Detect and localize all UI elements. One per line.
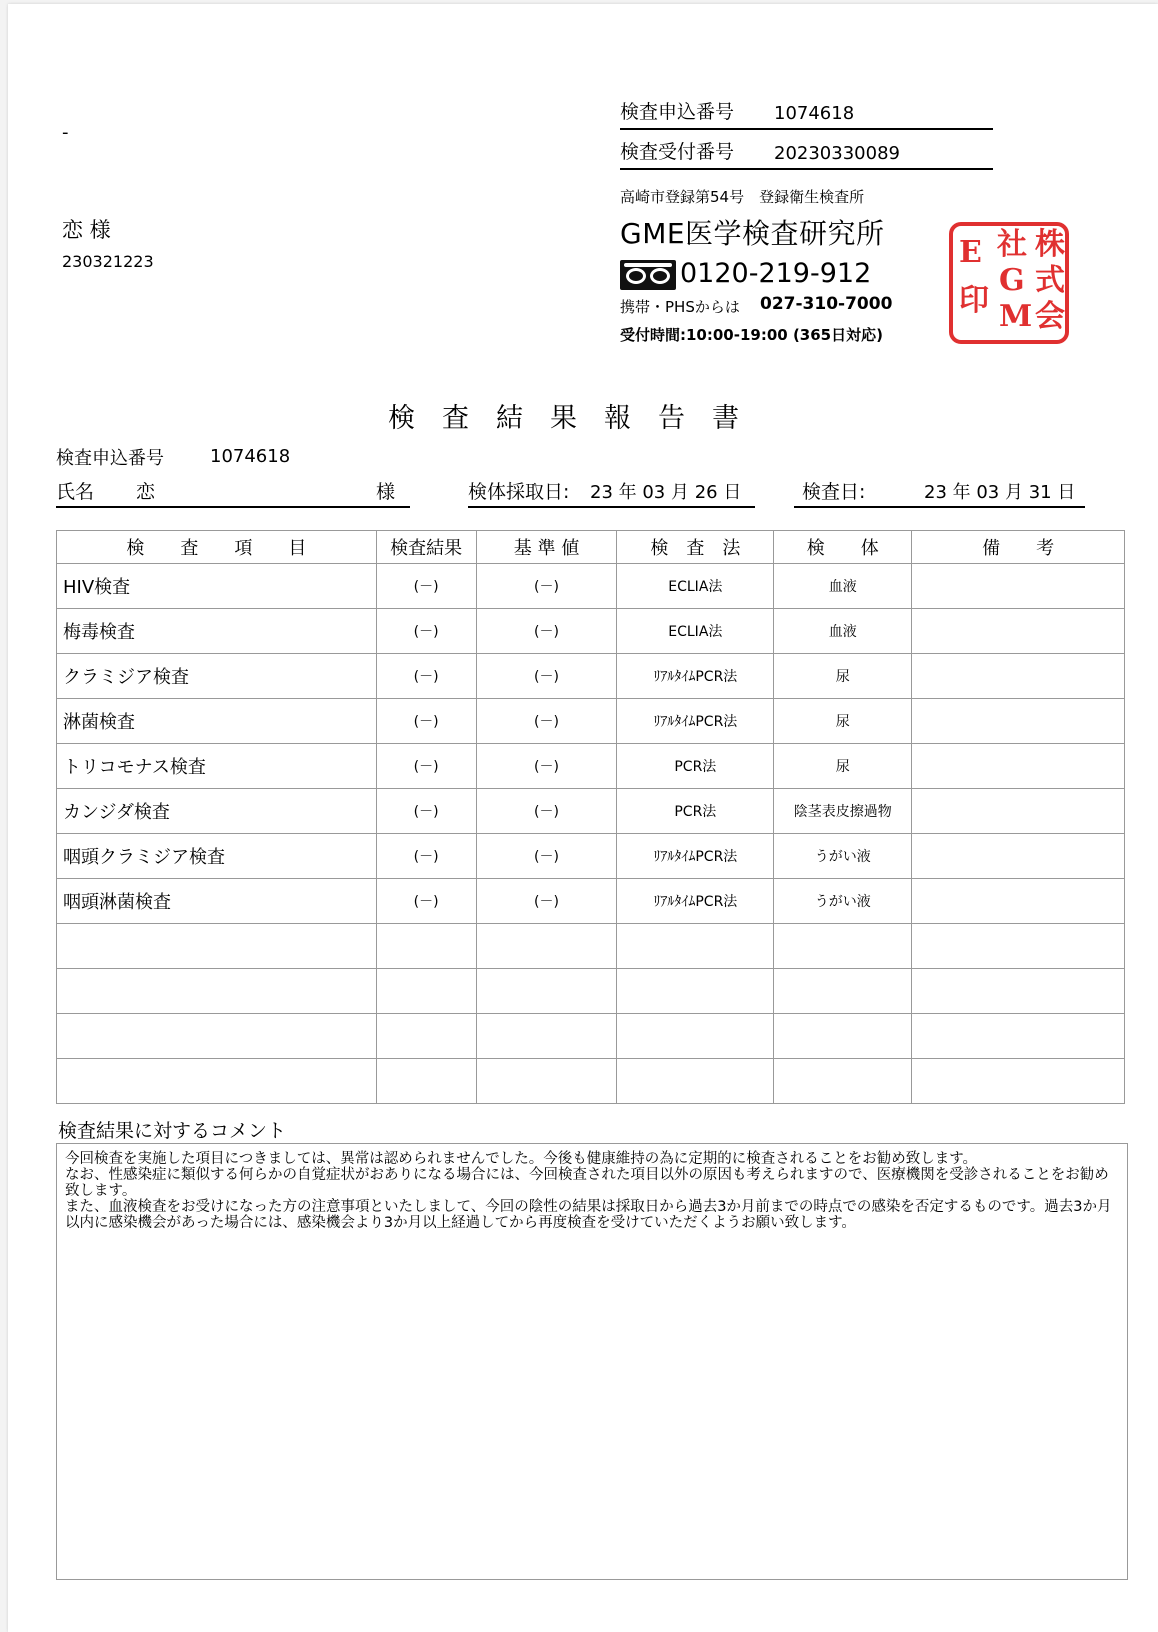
comment-paragraph: また、血液検査をお受けになった方の注意事項といたしまして、今回の陰性の結果は採取日から過去3か月前までの時点での感染を否定するものです。過去3か月以内に感染機会があった場合には、感染機会より3か月以上経過してから再度検査を受けていただくようお願い致します。 xyxy=(65,1199,1112,1231)
results-table xyxy=(56,530,1125,1104)
name-honorific: 様 xyxy=(376,481,396,503)
method-cell xyxy=(617,924,774,969)
item-cell xyxy=(57,1059,377,1104)
specimen-cell xyxy=(774,924,912,969)
seal-char: 会 xyxy=(1035,299,1065,334)
method-cell: ﾘｱﾙﾀｲﾑPCR法 xyxy=(617,834,774,879)
result-cell: (－) xyxy=(376,879,476,924)
seal-char: G xyxy=(999,263,1025,298)
specimen-cell: 血液 xyxy=(774,564,912,609)
note-cell xyxy=(912,654,1125,699)
application-number-value: 1074618 xyxy=(774,103,855,124)
name-field xyxy=(56,476,410,508)
mobile-number: 027-310-7000 xyxy=(760,294,893,314)
note-cell xyxy=(912,879,1125,924)
table-row xyxy=(57,609,1125,654)
note-cell xyxy=(912,1014,1125,1059)
table-row xyxy=(57,924,1125,969)
header-note: 備 考 xyxy=(912,531,1125,564)
reception-number-row xyxy=(620,132,993,170)
seal-char: 式 xyxy=(1035,263,1065,298)
reference-cell: (－) xyxy=(476,789,617,834)
result-cell: (－) xyxy=(376,609,476,654)
specimen-cell: 尿 xyxy=(774,744,912,789)
table-row xyxy=(57,699,1125,744)
table-row xyxy=(57,834,1125,879)
result-cell xyxy=(376,1014,476,1059)
header-method: 検 査 法 xyxy=(617,531,774,564)
report-title: 検査結果報告書 xyxy=(388,403,766,434)
item-cell: 淋菌検査 xyxy=(57,699,377,744)
seal-char: 株 xyxy=(1035,227,1065,262)
specimen-cell: 尿 xyxy=(774,654,912,699)
reference-cell xyxy=(476,969,617,1014)
table-row xyxy=(57,969,1125,1014)
collection-date-value: 23 年 03 月 26 日 xyxy=(590,482,742,503)
item-cell: HIV検査 xyxy=(57,564,377,609)
method-cell: ﾘｱﾙﾀｲﾑPCR法 xyxy=(617,654,774,699)
reference-cell: (－) xyxy=(476,834,617,879)
collection-date-field xyxy=(468,476,755,508)
item-cell: トリコモナス検査 xyxy=(57,744,377,789)
result-cell: (－) xyxy=(376,699,476,744)
header-item: 検 査 項 目 xyxy=(57,531,377,564)
specimen-cell: うがい液 xyxy=(774,879,912,924)
note-cell xyxy=(912,924,1125,969)
application-number-label: 検査申込番号 xyxy=(620,101,735,123)
note-cell xyxy=(912,744,1125,789)
method-cell: ECLIA法 xyxy=(617,564,774,609)
seal-char: 印 xyxy=(959,283,989,318)
header-reference: 基 準 値 xyxy=(476,531,617,564)
lab-name: GME医学検査研究所 xyxy=(620,217,885,250)
dash-mark: - xyxy=(62,122,69,143)
comment-box xyxy=(56,1143,1128,1580)
result-cell xyxy=(376,924,476,969)
table-row xyxy=(57,1014,1125,1059)
comment-paragraph: 今回検査を実施した項目につきましては、異常は認められませんでした。今後も健康維持の為に定期的に検査されることをお勧め致します。 xyxy=(65,1151,978,1167)
table-row xyxy=(57,564,1125,609)
exam-date-field xyxy=(794,476,1085,508)
report-page xyxy=(8,4,1158,1632)
note-cell xyxy=(912,564,1125,609)
result-cell: (－) xyxy=(376,789,476,834)
reference-cell xyxy=(476,924,617,969)
reference-cell: (－) xyxy=(476,654,617,699)
item-cell: 咽頭淋菌検査 xyxy=(57,879,377,924)
mobile-label: 携帯・PHSからは xyxy=(620,298,740,316)
note-cell xyxy=(912,1059,1125,1104)
method-cell: PCR法 xyxy=(617,789,774,834)
item-cell xyxy=(57,1014,377,1059)
result-cell: (－) xyxy=(376,834,476,879)
reference-cell: (－) xyxy=(476,744,617,789)
method-cell xyxy=(617,1014,774,1059)
patient-code: 230321223 xyxy=(62,252,154,271)
method-cell: PCR法 xyxy=(617,744,774,789)
reception-number-label: 検査受付番号 xyxy=(620,141,735,163)
comment-paragraph: なお、性感染症に類似する何らかの自覚症状がおありになる場合には、今回検査された項目以外の原因も考えられますので、医療機関を受診されることをお勧め致します。 xyxy=(65,1167,1109,1199)
header-specimen: 検 体 xyxy=(774,531,912,564)
comment-title: 検査結果に対するコメント xyxy=(58,1120,287,1142)
result-cell: (－) xyxy=(376,744,476,789)
reference-cell xyxy=(476,1014,617,1059)
report-application-label: 検査申込番号 xyxy=(56,448,164,469)
reference-cell: (－) xyxy=(476,879,617,924)
specimen-cell: うがい液 xyxy=(774,834,912,879)
exam-date-label: 検査日: xyxy=(802,481,866,503)
seal-char: E xyxy=(959,235,982,270)
report-application-number: 1074618 xyxy=(210,446,291,467)
collection-date-label: 検体採取日: xyxy=(468,481,570,503)
seal-char: 社 xyxy=(997,227,1027,262)
item-cell: クラミジア検査 xyxy=(57,654,377,699)
name-label: 氏名 xyxy=(56,481,95,503)
note-cell xyxy=(912,834,1125,879)
application-number-row xyxy=(620,92,993,130)
header-result: 検査結果 xyxy=(376,531,476,564)
item-cell: カンジダ検査 xyxy=(57,789,377,834)
note-cell xyxy=(912,609,1125,654)
specimen-cell: 尿 xyxy=(774,699,912,744)
note-cell xyxy=(912,789,1125,834)
result-cell xyxy=(376,1059,476,1104)
reference-cell: (－) xyxy=(476,699,617,744)
specimen-cell xyxy=(774,1014,912,1059)
seal-char: M xyxy=(999,299,1033,334)
table-row xyxy=(57,654,1125,699)
company-seal xyxy=(949,222,1069,344)
result-cell xyxy=(376,969,476,1014)
table-row xyxy=(57,1059,1125,1104)
method-cell: ﾘｱﾙﾀｲﾑPCR法 xyxy=(617,879,774,924)
freedial-number: 0120-219-912 xyxy=(680,258,872,289)
method-cell xyxy=(617,969,774,1014)
table-row xyxy=(57,744,1125,789)
exam-date-value: 23 年 03 月 31 日 xyxy=(924,482,1076,503)
reference-cell: (－) xyxy=(476,609,617,654)
name-value: 恋 xyxy=(136,481,156,503)
item-cell xyxy=(57,969,377,1014)
reception-number-value: 20230330089 xyxy=(774,143,900,164)
reception-hours: 受付時間:10:00-19:00 (365日対応) xyxy=(620,326,883,344)
method-cell xyxy=(617,1059,774,1104)
specimen-cell xyxy=(774,1059,912,1104)
table-header-row xyxy=(57,531,1125,564)
lab-registration: 高崎市登録第54号 登録衛生検査所 xyxy=(620,188,865,206)
method-cell: ECLIA法 xyxy=(617,609,774,654)
reference-cell: (－) xyxy=(476,564,617,609)
note-cell xyxy=(912,699,1125,744)
specimen-cell: 血液 xyxy=(774,609,912,654)
result-cell: (－) xyxy=(376,564,476,609)
note-cell xyxy=(912,969,1125,1014)
table-row xyxy=(57,879,1125,924)
method-cell: ﾘｱﾙﾀｲﾑPCR法 xyxy=(617,699,774,744)
table-row xyxy=(57,789,1125,834)
item-cell: 咽頭クラミジア検査 xyxy=(57,834,377,879)
freedial-icon xyxy=(620,260,676,290)
item-cell xyxy=(57,924,377,969)
result-cell: (－) xyxy=(376,654,476,699)
reference-cell xyxy=(476,1059,617,1104)
item-cell: 梅毒検査 xyxy=(57,609,377,654)
patient-name: 恋 様 xyxy=(62,218,111,242)
specimen-cell: 陰茎表皮擦過物 xyxy=(774,789,912,834)
specimen-cell xyxy=(774,969,912,1014)
